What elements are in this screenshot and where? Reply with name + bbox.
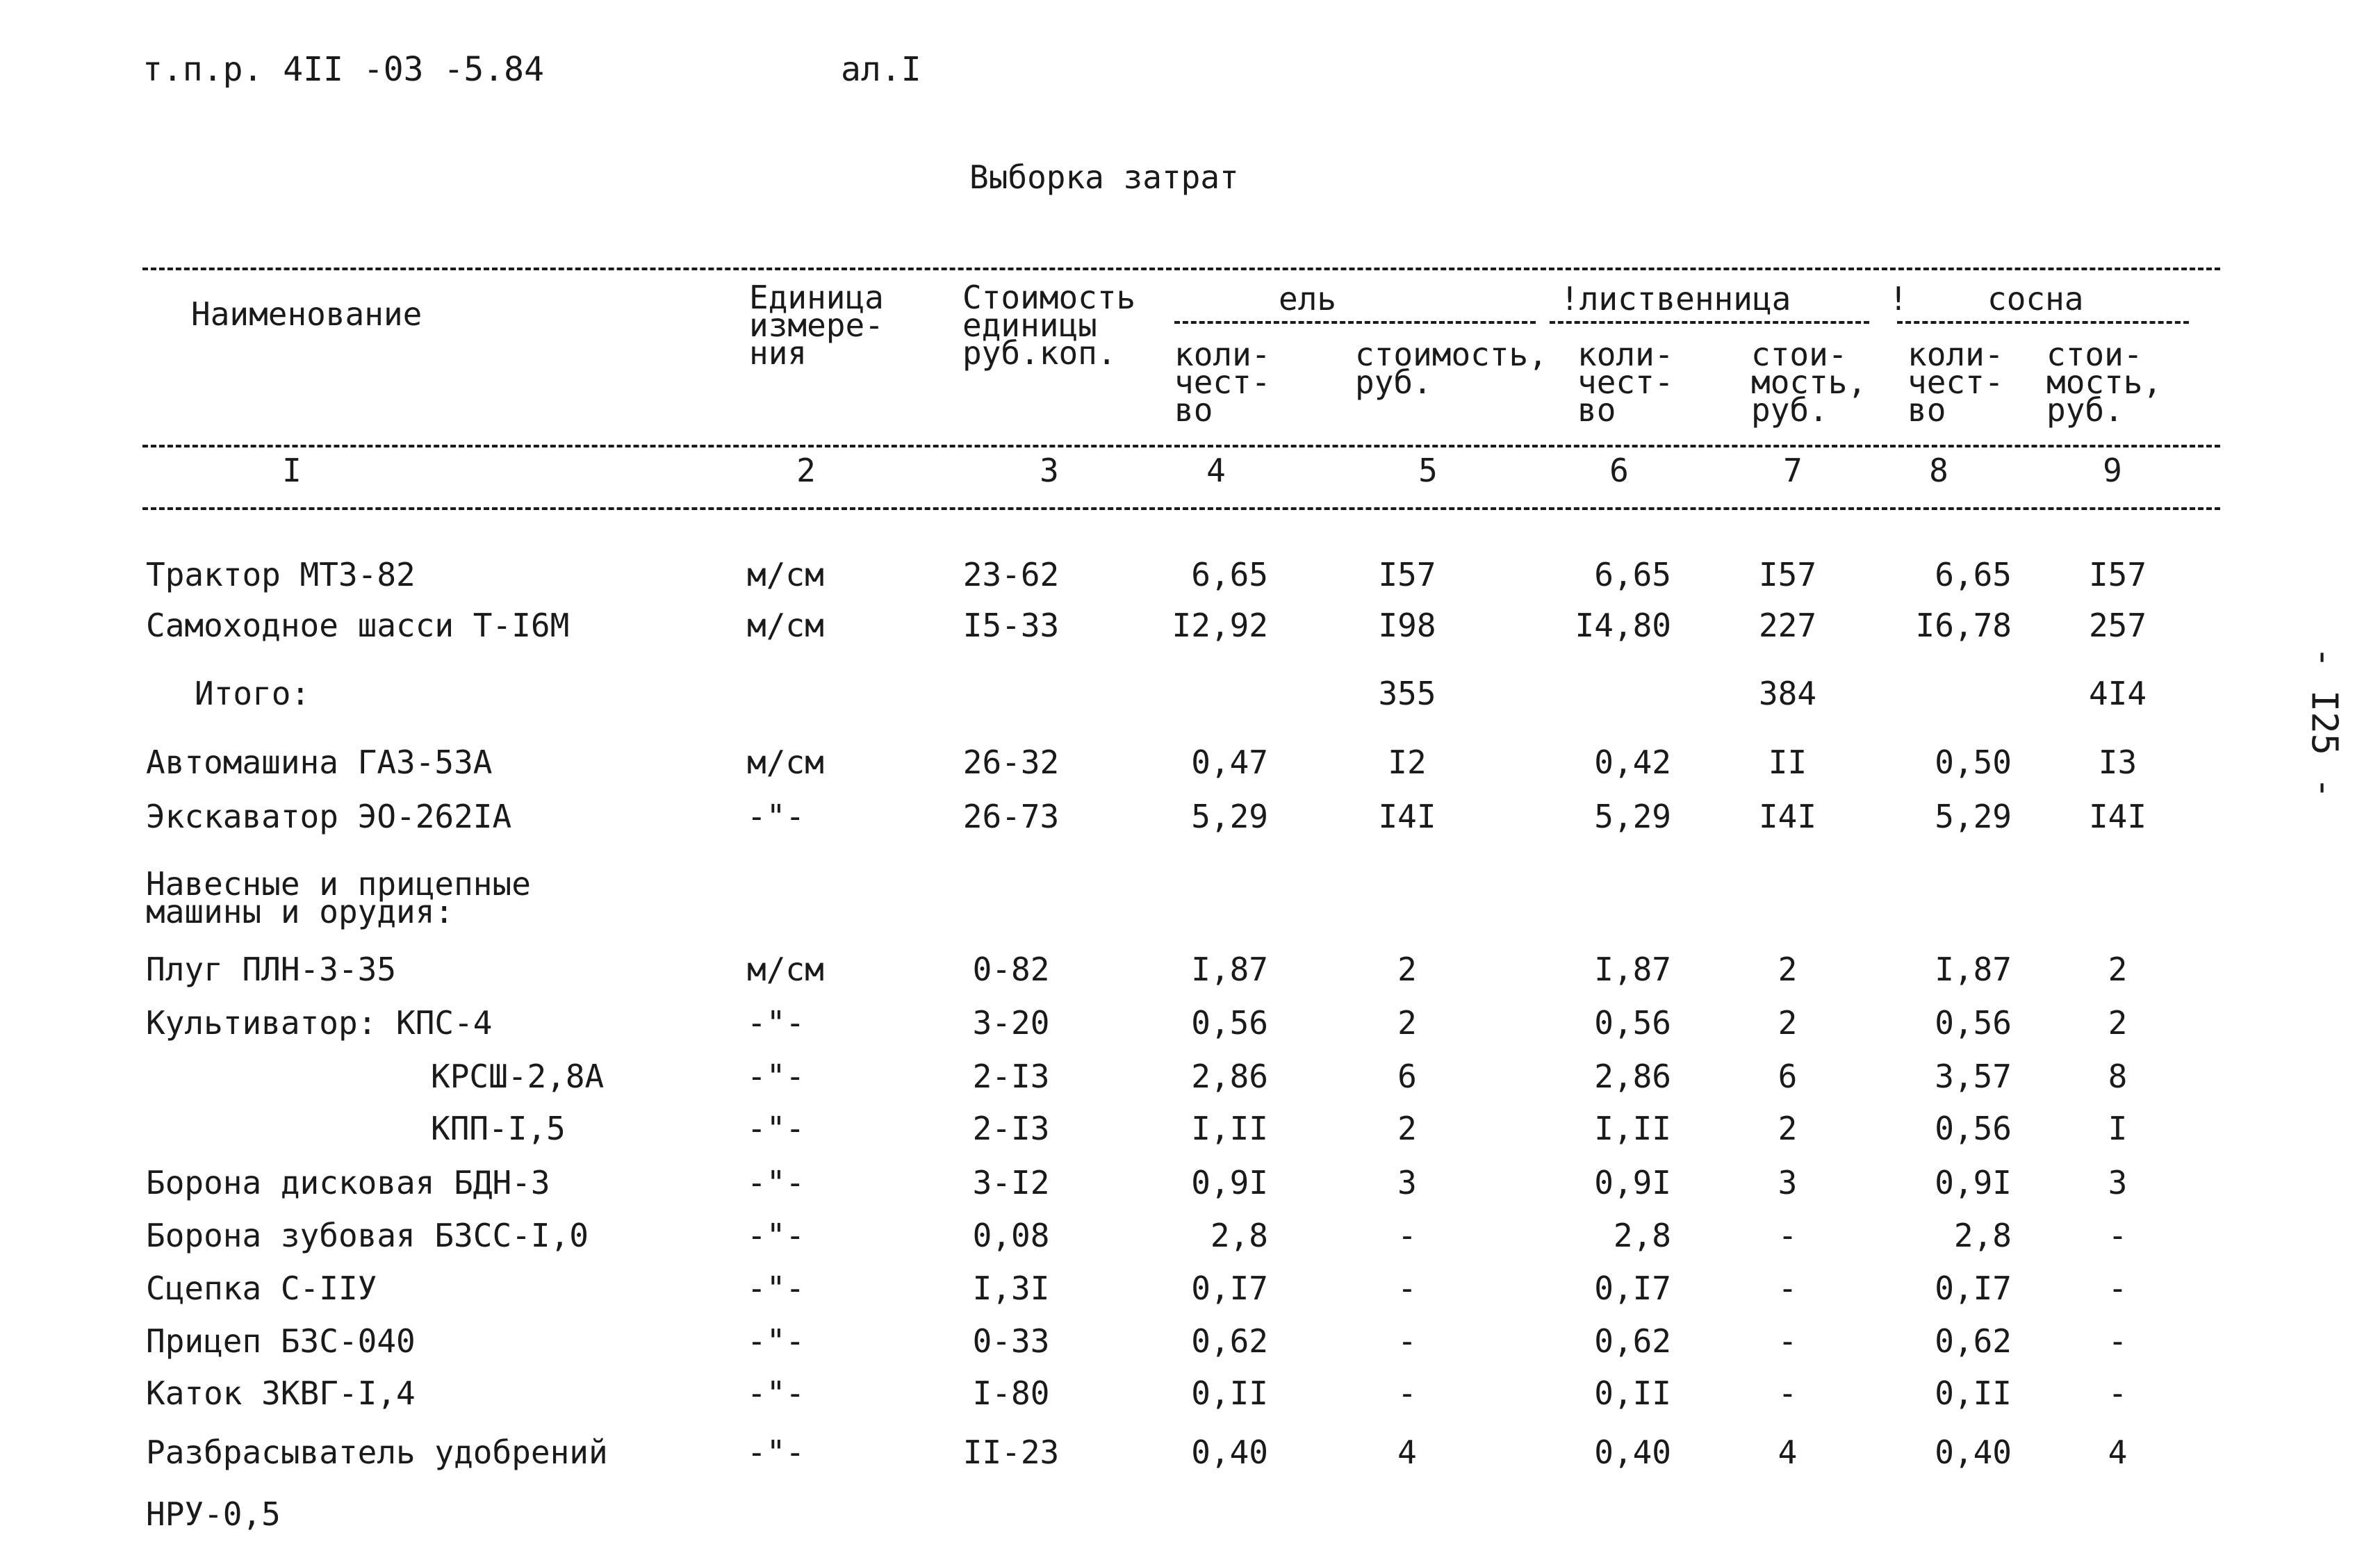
row-price: I-80 [972,1374,1050,1412]
row-q3: 0,I7 [1935,1270,2012,1307]
col-number: 6 [1609,452,1629,489]
row-c3: 257 [2088,607,2147,644]
row-q3: I6,78 [1915,607,2012,644]
header-qty-listv: коли- чест- во [1577,336,1674,429]
row-c3: I4I [2088,798,2147,835]
row-name: Прицеп БЗС-040 [146,1322,416,1360]
row-c3: - [2108,1374,2128,1412]
header-rule-mid [142,445,2220,448]
row-price: 0,08 [972,1217,1050,1254]
row-name: Разбрасыватель удобрений [146,1434,608,1471]
col-number: 5 [1418,452,1438,489]
row-c1: - [1397,1217,1417,1254]
row-price: I5-33 [962,607,1060,644]
row-q3: 0,62 [1935,1322,2012,1360]
header-group-rule-sosna [1897,321,2189,324]
row-q1: 6,65 [1191,556,1268,593]
row-name: Автомашина ГАЗ-53А [146,744,493,781]
row-c2: - [1778,1374,1798,1412]
row-c1: - [1397,1374,1417,1412]
header-unit-cost: Стоимость единицы руб.коп. [962,279,1136,372]
row-q1: 5,29 [1191,798,1268,835]
row-c2: II [1768,744,1807,781]
row-c2: 2 [1778,951,1798,988]
row-c3: I3 [2098,744,2137,781]
row-q2: 0,II [1594,1374,1671,1412]
row-c1: 3 [1397,1164,1417,1201]
row-c2: 2 [1778,1110,1798,1147]
row-c3: 4I4 [2088,675,2147,712]
row-c1: I98 [1378,607,1436,644]
row-q1: 2,8 [1210,1217,1268,1254]
row-q1: 0,9I [1191,1164,1268,1201]
row-name: Борона дисковая БДН-3 [146,1164,550,1201]
row-unit: -"- [747,1270,805,1307]
row-unit: м/см [747,607,824,644]
row-name: Плуг ПЛН-3-35 [146,951,397,988]
row-price: 26-32 [962,744,1060,781]
row-q3: 0,9I [1935,1164,2012,1201]
row-unit: -"- [747,798,805,835]
row-c1: I2 [1388,744,1427,781]
row-c1: I57 [1378,556,1436,593]
row-q2: 2,8 [1613,1217,1671,1254]
header-unit: Единица измере- ния [749,279,884,372]
header-cost-sosna: стои- мость, руб. [2046,336,2162,429]
header-cost-listv: стои- мость, руб. [1751,336,1867,429]
row-unit: -"- [747,1434,805,1471]
row-c3: - [2108,1217,2128,1254]
row-unit: -"- [747,1374,805,1412]
row-price: 23-62 [962,556,1060,593]
row-q2: I,II [1594,1110,1671,1147]
row-name: Итого: [195,675,311,712]
row-c3: I [2108,1110,2128,1147]
row-q2: 0,56 [1594,1004,1671,1042]
row-price: 3-20 [972,1004,1050,1042]
header-group-sosna: сосна [1987,280,2084,318]
row-price: 0-33 [972,1322,1050,1360]
header-group-listv: !лиственница [1560,280,1791,318]
header-group-rule-el [1174,321,1536,324]
row-price: 2-I3 [972,1110,1050,1147]
row-q3: 5,29 [1935,798,2012,835]
row-name: Сцепка С-IIУ [146,1270,377,1307]
sheet-label: ал.I [841,50,921,89]
row-q1: 2,86 [1191,1058,1268,1095]
row-unit: -"- [747,1004,805,1042]
row-c3: 2 [2108,1004,2128,1042]
row-q1: 0,I7 [1191,1270,1268,1307]
col-number: 8 [1929,452,1948,489]
row-q3: 0,56 [1935,1004,2012,1042]
row-q1: 0,62 [1191,1322,1268,1360]
row-c3: 3 [2108,1164,2128,1201]
row-c1: - [1397,1270,1417,1307]
row-c2: - [1778,1322,1798,1360]
row-c1: 2 [1397,1004,1417,1042]
row-name: Экскаватор ЭО-262IА [146,798,512,835]
row-c2: 6 [1778,1058,1798,1095]
row-name: КПП-I,5 [431,1110,566,1147]
row-c3: - [2108,1270,2128,1307]
row-unit: м/см [747,556,824,593]
row-q2: 0,62 [1594,1322,1671,1360]
col-number: 9 [2103,452,2122,489]
row-q1: 0,II [1191,1374,1268,1412]
row-unit: -"- [747,1164,805,1201]
header-rule-top [142,268,2220,270]
row-name: НРУ-0,5 [146,1495,281,1533]
col-number: 3 [1040,452,1059,489]
col-number: I [282,452,302,489]
row-q2: I4,80 [1575,607,1671,644]
row-q1: I,II [1191,1110,1268,1147]
row-c3: 4 [2108,1434,2128,1471]
row-q3: I,87 [1935,951,2012,988]
row-q1: 0,40 [1191,1434,1268,1471]
row-q1: I,87 [1191,951,1268,988]
row-unit: -"- [747,1322,805,1360]
row-q2: 0,9I [1594,1164,1671,1201]
row-q2: 0,40 [1594,1434,1671,1471]
row-q2: 0,42 [1594,744,1671,781]
row-q2: 2,86 [1594,1058,1671,1095]
row-c2: 227 [1758,607,1817,644]
row-name: Культиватор: КПС-4 [146,1004,493,1042]
row-unit: м/см [747,744,824,781]
row-c3: I57 [2088,556,2147,593]
row-c2: I4I [1758,798,1817,835]
row-price: I,3I [972,1270,1050,1307]
row-price: 26-73 [962,798,1060,835]
row-q3: 0,56 [1935,1110,2012,1147]
row-c1: 355 [1378,675,1436,712]
document-code: т.п.р. 4II -03 -5.84 [142,50,544,89]
row-q1: 0,47 [1191,744,1268,781]
row-price: II-23 [962,1434,1060,1471]
row-q3: 3,57 [1935,1058,2012,1095]
row-q3: 0,50 [1935,744,2012,781]
row-price: 2-I3 [972,1058,1050,1095]
row-q2: 0,I7 [1594,1270,1671,1307]
row-name: Борона зубовая БЗСС-I,0 [146,1217,589,1254]
row-q1: 0,56 [1191,1004,1268,1042]
row-q3: 6,65 [1935,556,2012,593]
row-q3: 0,40 [1935,1434,2012,1471]
row-name: Каток ЗКВГ-I,4 [146,1374,416,1412]
row-c1: 2 [1397,951,1417,988]
row-c2: - [1778,1217,1798,1254]
row-price: 3-I2 [972,1164,1050,1201]
row-q2: 5,29 [1594,798,1671,835]
row-c1: I4I [1378,798,1436,835]
header-rule-bottom [142,507,2220,510]
row-price: 0-82 [972,951,1050,988]
row-c3: 2 [2108,951,2128,988]
row-c1: 6 [1397,1058,1417,1095]
row-name: Самоходное шасси Т-I6М [146,607,570,644]
header-group-el: ель [1279,280,1337,318]
row-c1: 4 [1397,1434,1417,1471]
row-c2: - [1778,1270,1798,1307]
col-number: 2 [796,452,816,489]
row-name: КРСШ-2,8А [431,1058,605,1095]
col-number: 4 [1206,452,1226,489]
row-q2: I,87 [1594,951,1671,988]
row-c1: - [1397,1322,1417,1360]
row-q2: 6,65 [1594,556,1671,593]
header-group-rule-listv [1550,321,1869,324]
row-unit: -"- [747,1110,805,1147]
header-qty-el: коли- чест- во [1174,336,1271,429]
row-q3: 2,8 [1953,1217,2012,1254]
row-c1: 2 [1397,1110,1417,1147]
header-qty-sosna: коли- чест- во [1907,336,2004,429]
row-c2: I57 [1758,556,1817,593]
row-c2: 3 [1778,1164,1798,1201]
row-c2: 4 [1778,1434,1798,1471]
row-c3: 8 [2108,1058,2128,1095]
row-unit: -"- [747,1217,805,1254]
row-c2: 384 [1758,675,1817,712]
header-name: Наименование [191,295,422,333]
col-number: 7 [1783,452,1803,489]
header-group-sep: ! [1889,280,1908,318]
page-title: Выборка затрат [969,158,1239,196]
row-unit: -"- [747,1058,805,1095]
row-q1: I2,92 [1172,607,1268,644]
row-c2: 2 [1778,1004,1798,1042]
row-unit: м/см [747,951,824,988]
page-number: - I25 - [2303,646,2345,799]
header-cost-el: стоимость, руб. [1355,336,1548,401]
row-q3: 0,II [1935,1374,2012,1412]
row-name: Навесные и прицепные машины и орудия: [146,865,531,930]
row-name: Трактор МТЗ-82 [146,556,416,593]
row-c3: - [2108,1322,2128,1360]
